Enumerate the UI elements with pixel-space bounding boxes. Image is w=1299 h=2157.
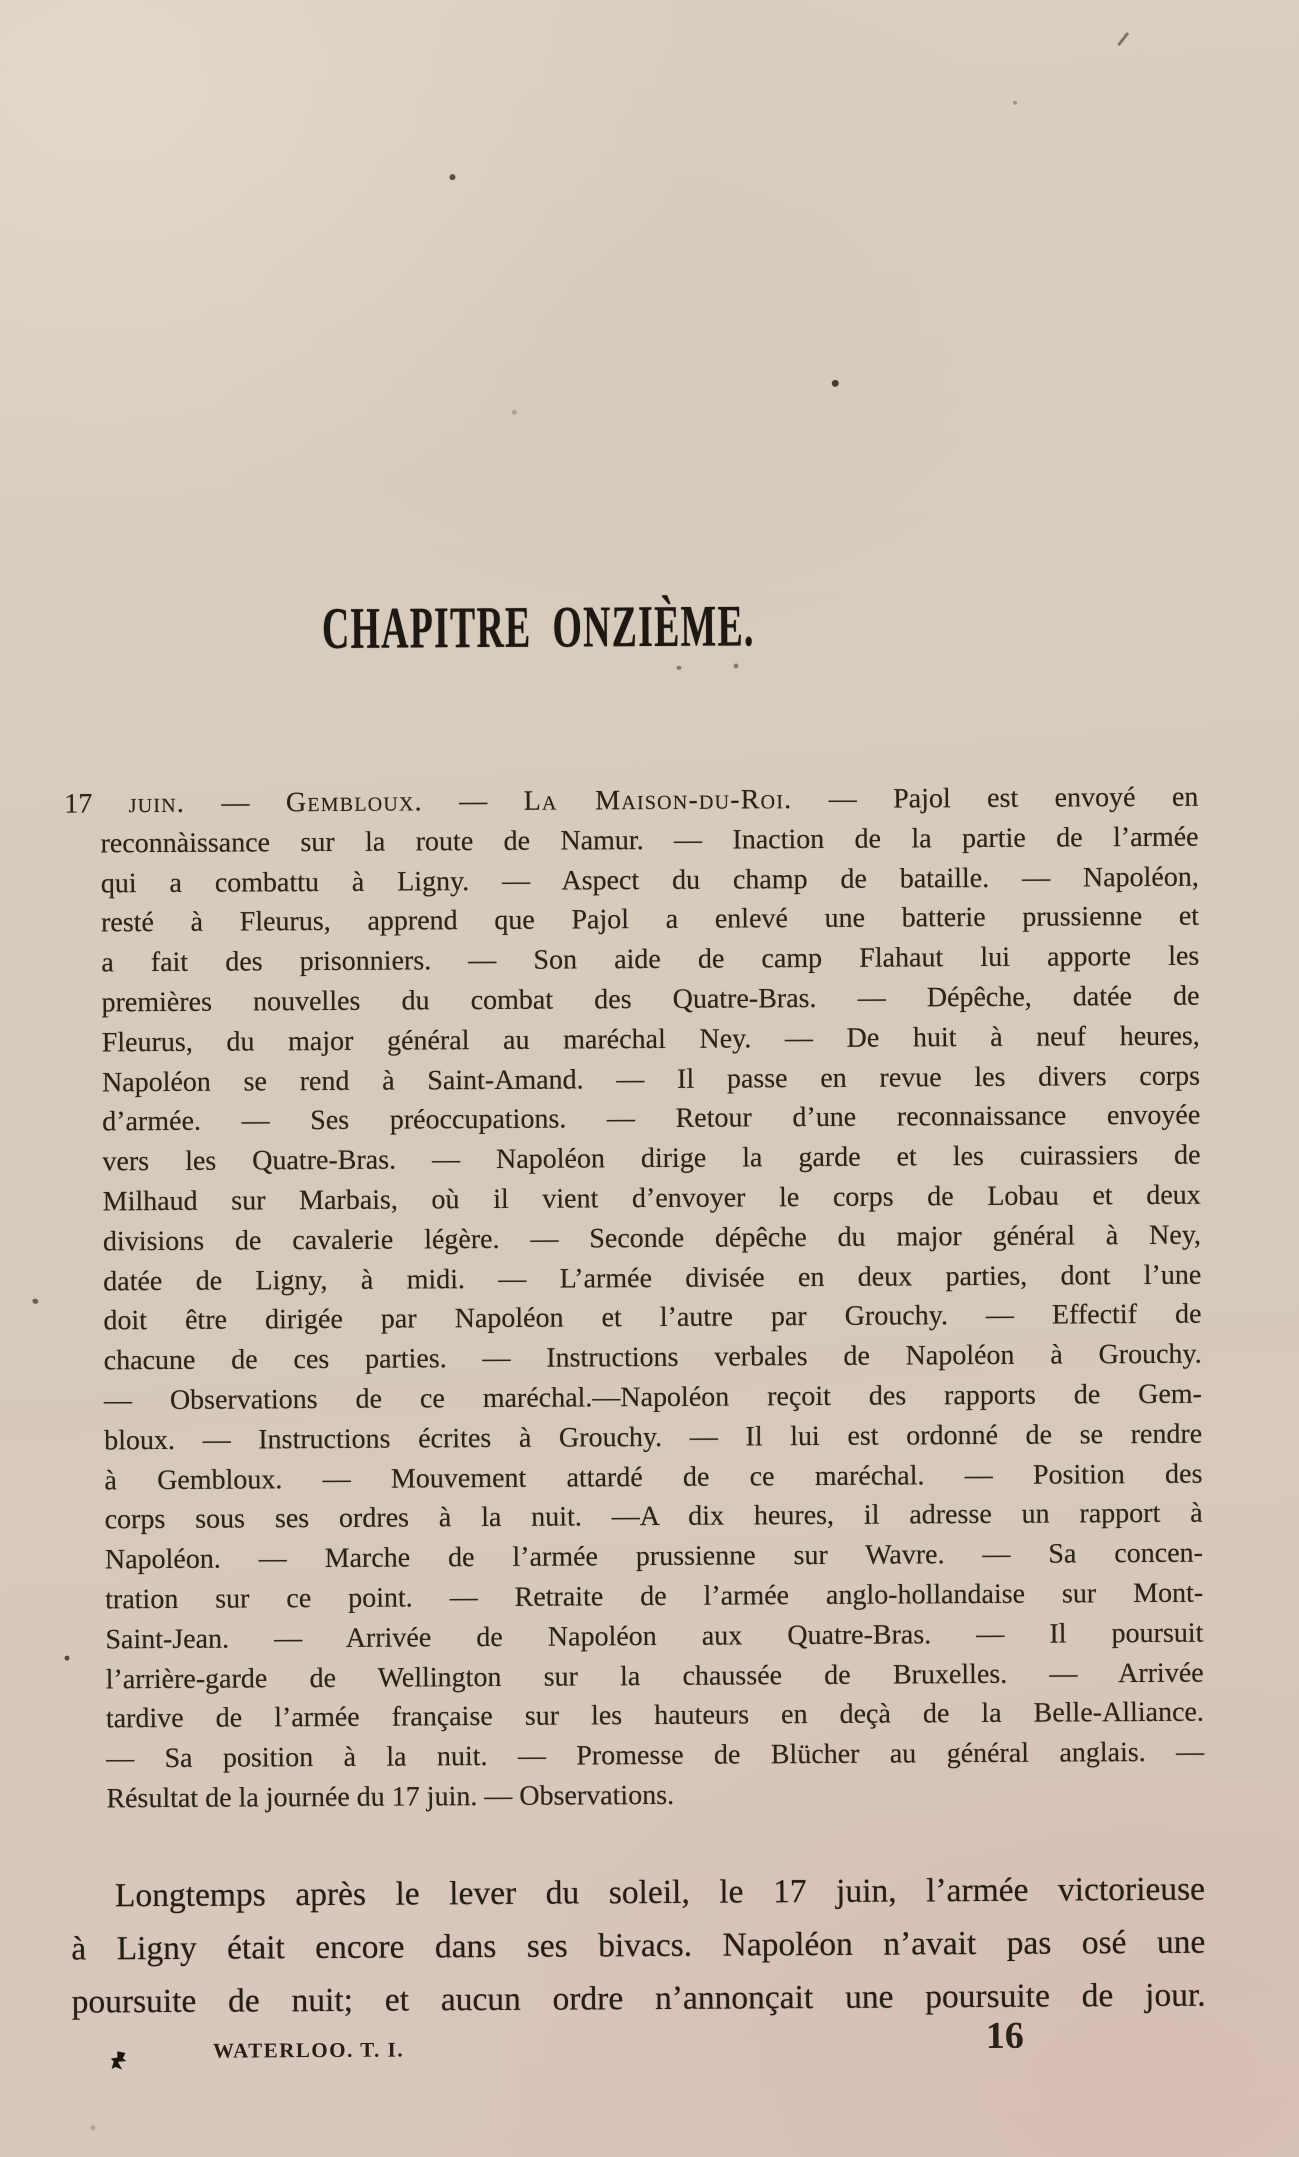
body-paragraph bbox=[71, 1863, 1206, 2029]
body-text-line: Longtemps après le lever du soleil, le 17 juin, l’armée victorieuse bbox=[114, 1870, 1206, 1915]
summary-line: premières nouvelles du combat des Quatre-Bras. — Dépêche, datée de bbox=[101, 980, 1200, 1019]
body-text-line: poursuite de nuit; et aucun ordre n’annonçait une poursuite de jour. bbox=[71, 1976, 1206, 2021]
summary-line: Napoléon se rend à Saint-Amand. — Il passe en revue les divers corps bbox=[101, 1060, 1201, 1098]
body-text-line: à Ligny était encore dans ses bivacs. Napoléon n’avait pas osé une bbox=[71, 1923, 1206, 1968]
summary-line: 17 juin. — Gembloux. — La Maison-du-Roi. — Pajol est envoyé en bbox=[64, 781, 1199, 820]
summary-line: qui a combattu à Ligny. — Aspect du champ de bataille. — Napoléon, bbox=[100, 861, 1199, 899]
summary-line: vers les Quatre-Bras. — Napoléon dirige la garde et les cuirassiers de bbox=[102, 1139, 1201, 1178]
paper-speck bbox=[90, 2125, 95, 2130]
paper-speck bbox=[32, 1298, 39, 1305]
summary-line: doit être dirigée par Napoléon et l’autre par Grouchy. — Effectif de bbox=[103, 1298, 1202, 1337]
summary-line: Milhaud sur Marbais, où il vient d’envoyer le corps de Lobau et deux bbox=[102, 1179, 1201, 1218]
printer-ink-mark bbox=[108, 2050, 129, 2072]
summary-line: l’arrière-garde de Wellington sur la chaussée de Bruxelles. — Arrivée bbox=[105, 1657, 1204, 1695]
signature-number: 16 bbox=[985, 2014, 1024, 2057]
paper-speck bbox=[1013, 101, 1017, 105]
paper-speck bbox=[676, 666, 681, 670]
summary-line: Napoléon. — Marche de l’armée prussienne sur Wavre. — Sa concen- bbox=[104, 1537, 1204, 1576]
summary-line: — Sa position à la nuit. — Promesse de Blücher au général anglais. — bbox=[106, 1736, 1205, 1775]
summary-line: — Observations de ce maréchal.—Napoléon reçoit des rapports de Gem- bbox=[103, 1378, 1203, 1417]
summary-line: tardive de l’armée française sur les hauteurs en deçà de la Belle-Alliance. bbox=[105, 1696, 1204, 1735]
chapter-title: CHAPITRE ONZIÈME. bbox=[321, 592, 755, 661]
paper-speck bbox=[832, 380, 839, 387]
summary-line: chacune de ces parties. — Instructions verbales de Napoléon à Grouchy. bbox=[103, 1338, 1202, 1377]
running-footer-book-title: WATERLOO. T. I. bbox=[212, 2037, 405, 2063]
summary-line: corps sous ses ordres à la nuit. —A dix heures, il adresse un rapport à bbox=[104, 1497, 1203, 1536]
summary-line: reconnàissance sur la route de Namur. — Inaction de la partie de l’armée bbox=[100, 821, 1199, 860]
summary-line: d’armée. — Ses préoccupations. — Retour d’une reconnaissance envoyée bbox=[102, 1100, 1201, 1138]
summary-line: a fait des prisonniers. — Son aide de camp Flahaut lui apporte les bbox=[101, 940, 1200, 979]
summary-line: Résultat de la journée du 17 juin. — Observations. bbox=[106, 1779, 675, 1815]
summary-line: resté à Fleurus, apprend que Pajol a enlevé une batterie prussienne et bbox=[100, 901, 1200, 939]
summary-line: Saint-Jean. — Arrivée de Napoléon aux Quatre-Bras. — Il poursuit bbox=[105, 1617, 1204, 1656]
paper-speck bbox=[512, 410, 517, 415]
paper-speck bbox=[449, 174, 455, 180]
paper-speck bbox=[733, 663, 738, 668]
chapter-title-row bbox=[63, 589, 1197, 665]
summary-line: divisions de cavalerie légère. — Seconde dépêche du major général à Ney, bbox=[102, 1219, 1202, 1258]
summary-line: à Gembloux. — Mouvement attardé de ce maréchal. — Position des bbox=[104, 1458, 1203, 1496]
paper-speck bbox=[65, 1656, 70, 1661]
paper-scratch bbox=[1117, 32, 1129, 47]
summary-line: Fleurus, du major général au maréchal Ney. — De huit à neuf heures, bbox=[101, 1020, 1200, 1059]
summary-line: bloux. — Instructions écrites à Grouchy. — Il lui est ordonné de se rendre bbox=[104, 1418, 1203, 1457]
summary-line: tration sur ce point. — Retraite de l’armée anglo-hollandaise sur Mont- bbox=[105, 1577, 1204, 1616]
summary-line: datée de Ligny, à midi. — L’armée divisée en deux parties, dont l’une bbox=[103, 1259, 1202, 1297]
summary-block bbox=[64, 778, 1204, 1820]
